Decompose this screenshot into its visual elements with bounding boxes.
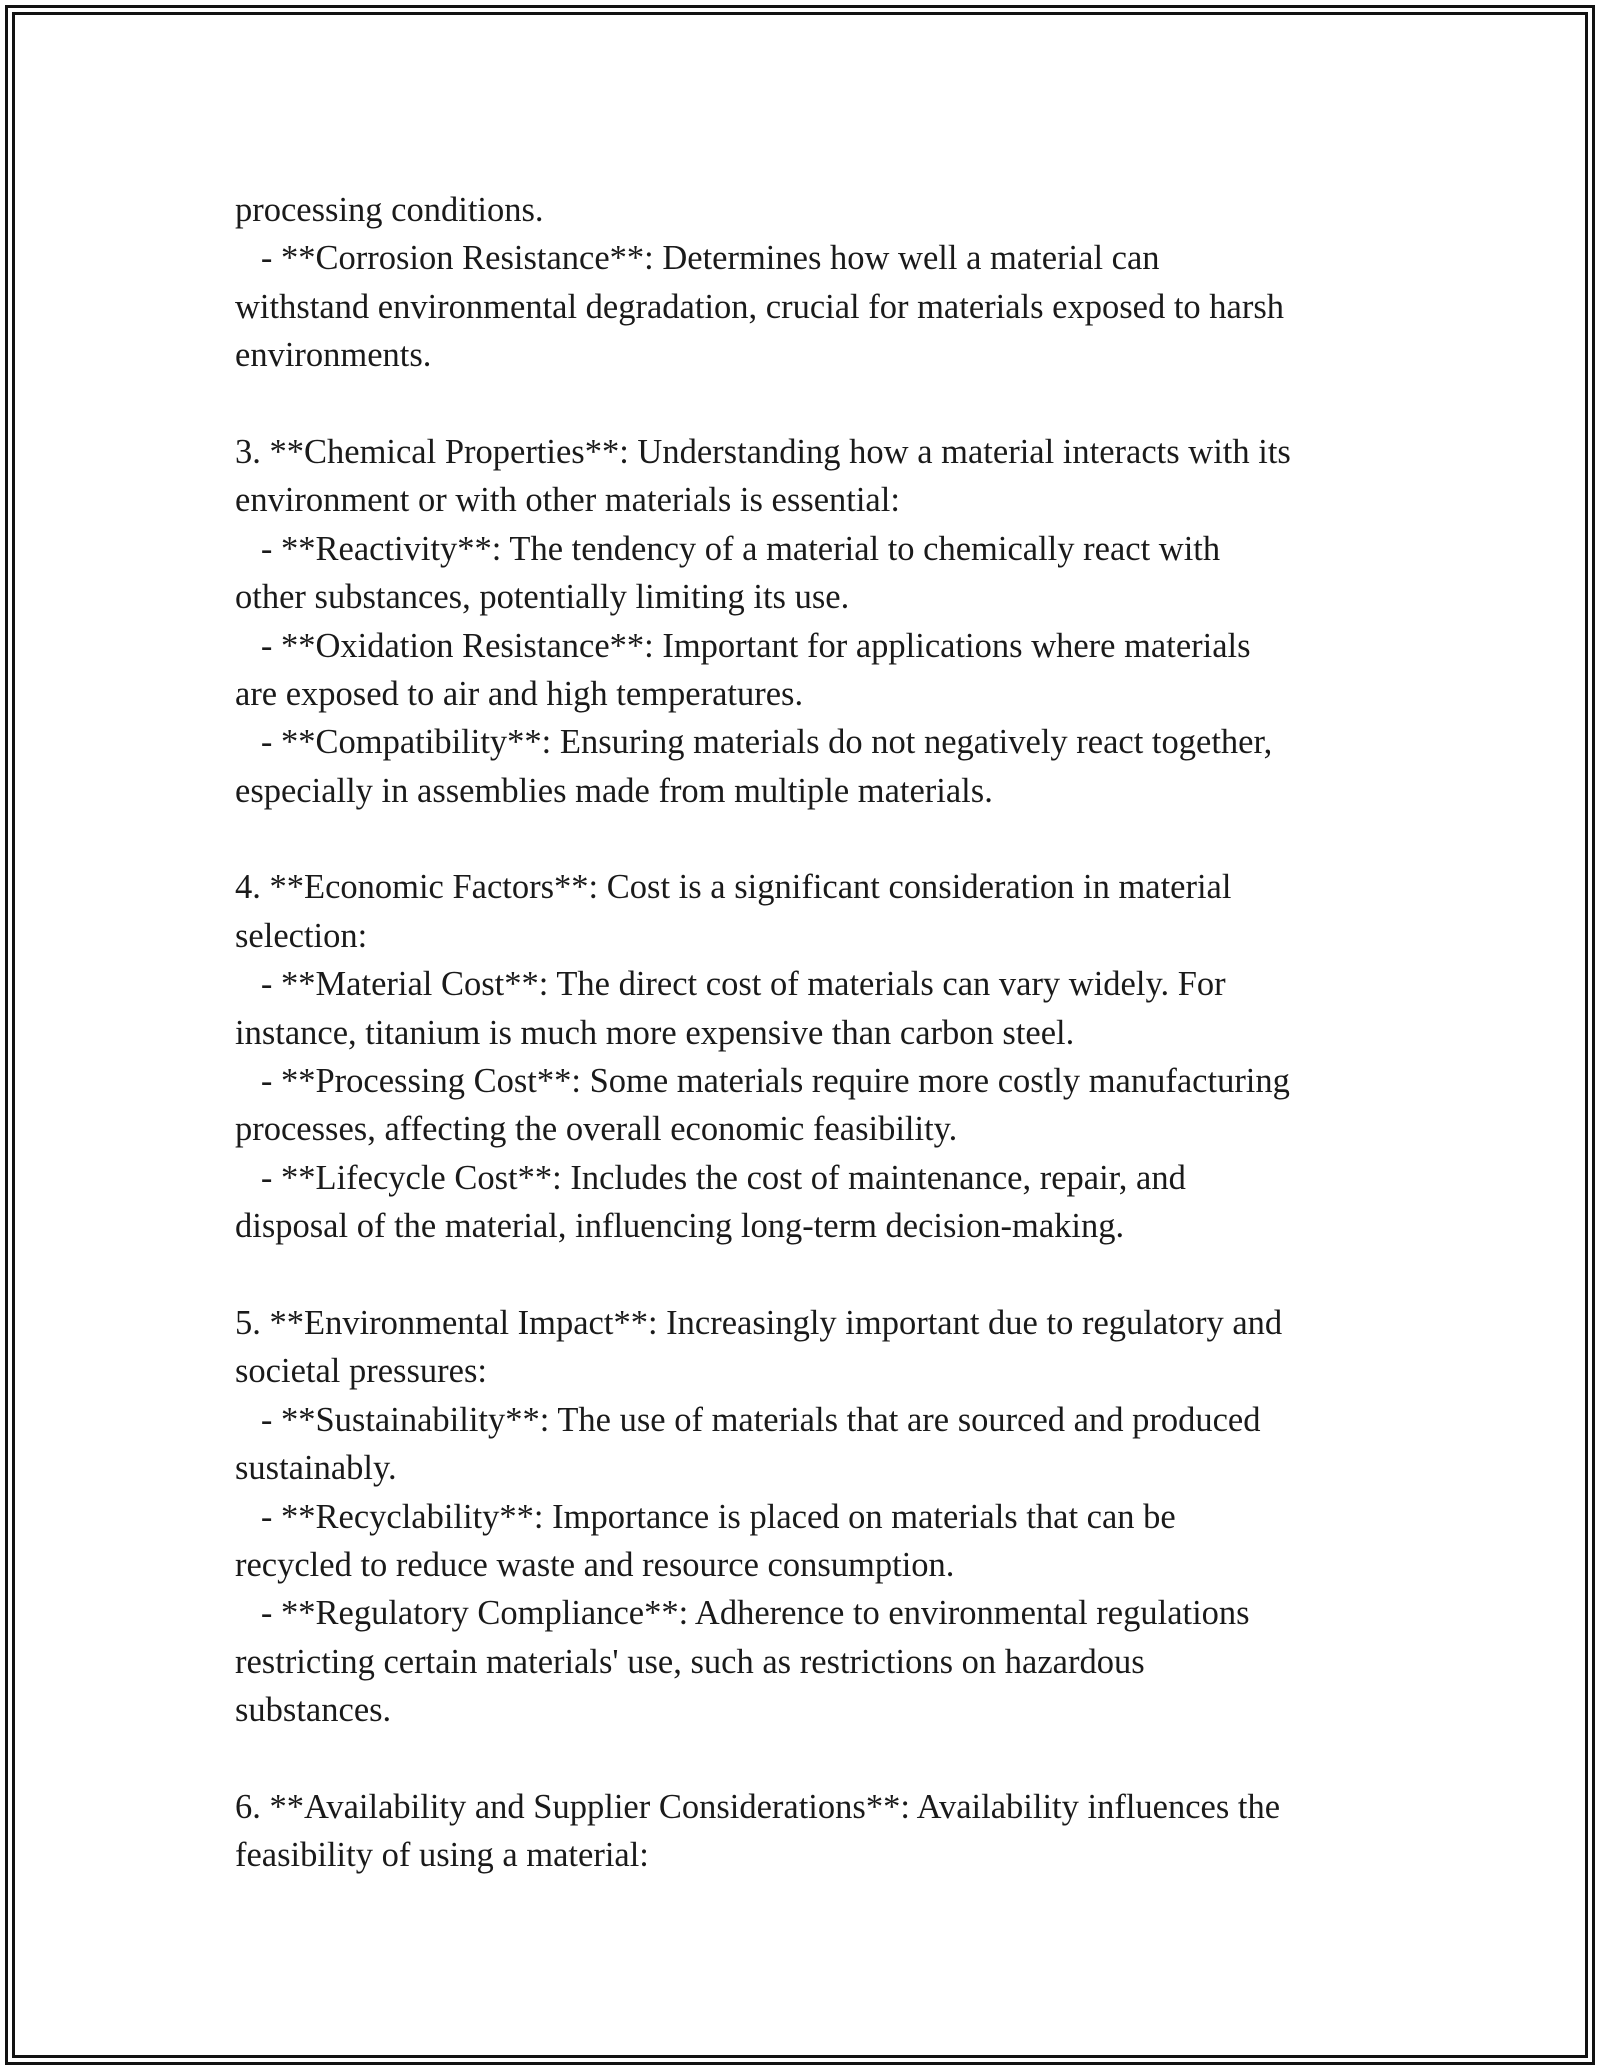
text-line: societal pressures: (235, 1352, 487, 1391)
text-line: selection: (235, 916, 368, 955)
text-line: - **Lifecycle Cost**: Includes the cost of maintenance, repair, and (235, 1158, 1186, 1197)
paragraph-gap (235, 380, 1375, 428)
text-line: - **Recyclability**: Importance is placed on materials that can be (235, 1497, 1176, 1536)
text-line: recycled to reduce waste and resource consumption. (235, 1545, 955, 1584)
text-line: 5. **Environmental Impact**: Increasingly important due to regulatory and (235, 1303, 1283, 1342)
text-line: - **Corrosion Resistance**: Determines how well a material can (235, 239, 1160, 278)
document-body (235, 186, 1375, 1880)
text-line: other substances, potentially limiting its use. (235, 578, 850, 617)
text-line: instance, titanium is much more expensive than carbon steel. (235, 1013, 1075, 1052)
text-line: - **Processing Cost**: Some materials require more costly manufacturing (235, 1062, 1290, 1101)
text-line: - **Oxidation Resistance**: Important for applications where materials (235, 626, 1251, 665)
text-line: disposal of the material, influencing long-term decision-making. (235, 1207, 1125, 1246)
text-line: processes, affecting the overall economic feasibility. (235, 1110, 958, 1149)
text-line: substances. (235, 1691, 392, 1730)
text-line: - **Material Cost**: The direct cost of materials can vary widely. For (235, 965, 1226, 1004)
text-line: 4. **Economic Factors**: Cost is a significant consideration in material (235, 868, 1232, 907)
text-line: are exposed to air and high temperatures. (235, 674, 804, 713)
text-line: sustainably. (235, 1449, 397, 1488)
text-line: 3. **Chemical Properties**: Understanding how a material interacts with its (235, 432, 1291, 471)
paragraph-gap (235, 1735, 1375, 1783)
text-line: processing conditions. (235, 191, 544, 229)
text-line: especially in assemblies made from multiple materials. (235, 771, 993, 810)
paragraph-gap (235, 1251, 1375, 1299)
text-line: environment or with other materials is essential: (235, 481, 900, 520)
text-line: 6. **Availability and Supplier Considerations**: Availability influences the (235, 1787, 1281, 1826)
text-line: - **Sustainability**: The use of materials that are sourced and produced (235, 1400, 1261, 1439)
text-line: environments. (235, 336, 432, 375)
paragraph-gap (235, 815, 1375, 863)
text-line: - **Reactivity**: The tendency of a material to chemically react with (235, 529, 1221, 568)
text-line: withstand environmental degradation, crucial for materials exposed to harsh (235, 287, 1285, 326)
text-line: - **Regulatory Compliance**: Adherence to environmental regulations (235, 1594, 1250, 1633)
text-line: - **Compatibility**: Ensuring materials do not negatively react together, (235, 723, 1273, 762)
text-line: restricting certain materials' use, such as restrictions on hazardous (235, 1642, 1145, 1681)
text-line: feasibility of using a material: (235, 1836, 649, 1875)
